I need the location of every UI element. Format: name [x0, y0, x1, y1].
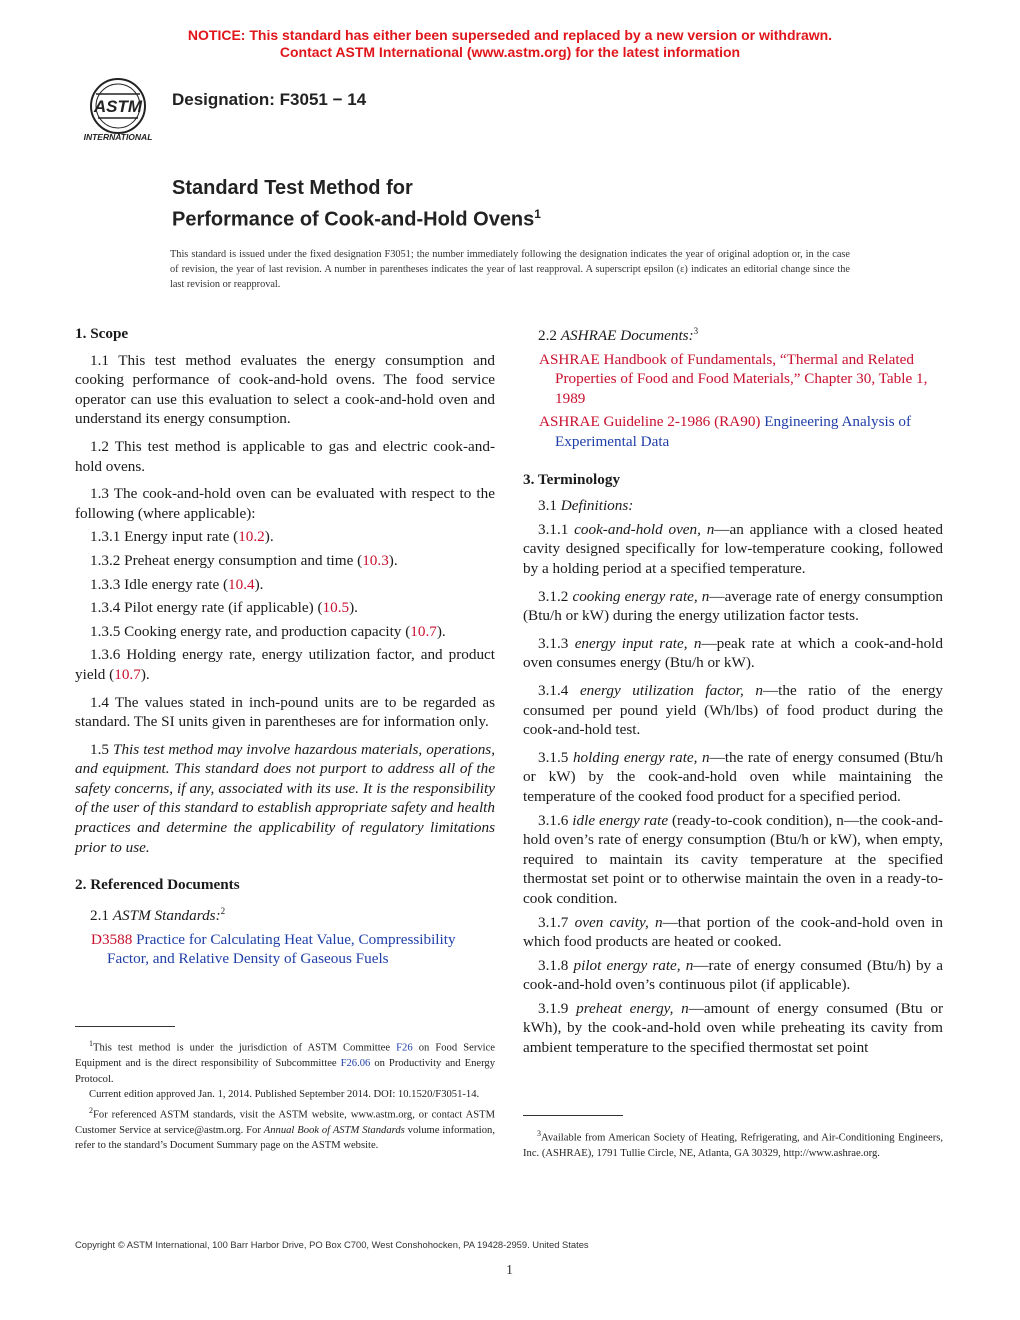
ashrae-handbook-link[interactable]: ASHRAE Handbook of Fundamentals, “Thermal and Related Properties of Food and Food Materials,” Chapter 30, Table 1, 1989 [539, 350, 928, 407]
page-number: 1 [506, 1263, 513, 1278]
footnote-2: $^2$For referenced ASTM standards, visit the ASTM website, www.astm.org, or contact ASTM Customer Service at service@astm.org. For Annual Book of ASTM Standards volume information, refer to the standard’s Document Summary page on the ASTM website. [75, 1105, 495, 1152]
section-link[interactable]: 10.2 [238, 528, 265, 546]
reference-d3588 [75, 930, 495, 969]
logo-subtitle: INTERNATIONAL [83, 132, 153, 142]
astm-standards-label: 2.1 ASTM Standards:$^2$ [90, 905, 226, 924]
notice-line-1: NOTICE: This standard has either been superseded and replaced by a new version or withdrawn. [187, 27, 833, 43]
footnotes-right [523, 1126, 943, 1162]
left-column [75, 318, 495, 973]
d3588-title-link[interactable]: Practice for Calculating Heat Value, Compressibility Factor, and Relative Density of Gaseous Fuels [107, 930, 456, 968]
page-title [172, 175, 541, 233]
scope-1-4: 1.4 The values stated in inch-pound units are to be regarded as standard. The SI units given in parentheses are for information only. [75, 693, 495, 731]
definition-item: 3.1.8 pilot energy rate, n—rate of energy consumed (Btu/h) by a cook-and-hold oven’s continuous pilot (if applicable). [523, 956, 943, 994]
f26-link[interactable]: F26 [396, 1042, 413, 1054]
list-item: 1.3.5 Cooking energy rate, and production capacity (10.7). [90, 622, 446, 640]
reference-ashrae-handbook [523, 350, 943, 409]
astm-logo [76, 76, 160, 144]
list-item: 1.3.4 Pilot energy rate (if applicable) (10.5). [90, 599, 358, 617]
section-link[interactable]: 10.7 [410, 622, 437, 640]
copyright-line: Copyright © ASTM International, 100 Barr Harbor Drive, PO Box C700, West Conshohocken, PA 19428-2959. United States [75, 1239, 589, 1250]
list-item: 1.3.6 Holding energy rate, energy utilization factor, and product yield (10.7). [75, 646, 495, 683]
section-link[interactable]: 10.7 [114, 665, 141, 683]
definition-item: 3.1.7 oven cavity, n—that portion of the cook-and-hold oven in which food products are heated or cooked. [523, 913, 943, 951]
ashrae-guideline-title-link[interactable]: Engineering Analysis of Experimental Data [555, 413, 912, 451]
right-column [523, 318, 943, 1062]
ashrae-documents-label: 2.2 ASHRAE Documents:$^3$ [538, 326, 699, 345]
section-link[interactable]: 10.3 [362, 551, 389, 569]
section-link[interactable]: 10.4 [228, 575, 255, 593]
definition-item: 3.1.2 cooking energy rate, n—average rate of energy consumption (Btu/h or kW) during the energy utilization factor tests. [523, 587, 943, 625]
definition-item: 3.1.3 energy input rate, n—peak rate at which a cook-and-hold oven consumes energy (Btu/h or kW). [523, 634, 943, 672]
list-item: 1.3.3 Idle energy rate (10.4). [90, 575, 264, 593]
f26-06-link[interactable]: F26.06 [340, 1058, 371, 1070]
footnotes-left [75, 1036, 495, 1154]
definition-item: 3.1.1 cook-and-hold oven, n—an appliance with a closed heated cavity designed specifically for low-temperature cooking, followed by a holding period at a specified temperature. [523, 520, 943, 577]
astm-logo-icon [76, 76, 160, 144]
definition-item: 3.1.4 energy utilization factor, n—the ratio of the energy consumed per pound yield (Wh/lbs) of food product during the cook-and-hold test. [523, 681, 944, 739]
title-line-2: Performance of Cook-and-Hold Ovens [172, 208, 535, 231]
definition-item: 3.1.9 preheat energy, n—amount of energy consumed (Btu or kWh), by the cook-and-hold oven while preheating its cavity from ambient temperature to the specified thermostat set point [523, 999, 943, 1057]
issuance-note: This standard is issued under the fixed designation F3051; the number immediately following the designation indicates the year of original adoption or, in the case of revision, the year of last revision. A number in parentheses indicates the year of last reapproval. A superscript epsilon (ε) indicates an editorial change since the last revision or reapproval. [170, 249, 850, 290]
definitions-label: 3.1 Definitions: [538, 497, 634, 515]
title-footnote-mark[interactable]: 1 [534, 207, 541, 221]
withdrawal-notice [0, 27, 1020, 61]
title-line-1: Standard Test Method for [172, 177, 413, 199]
list-item: 1.3.1 Energy input rate (10.2). [90, 528, 274, 546]
referenced-heading: 2. Referenced Documents [75, 876, 240, 894]
footnote-divider [523, 1115, 623, 1116]
definition-item: 3.1.5 holding energy rate, n—the rate of energy consumed (Btu/h or kW) by the cook-and-hold oven while maintaining the temperature of the cooked food product for a specified period. [523, 748, 943, 805]
scope-1-1: 1.1 This test method evaluates the energy consumption and cooking performance of cook-and-hold ovens. The food service operator can use this evaluation to select a cook-and-hold oven and understand its energy consumption. [75, 351, 495, 428]
d3588-link[interactable]: D3588 [91, 930, 133, 948]
designation: Designation: F3051 − 14 [172, 90, 367, 109]
scope-1-3: 1.3 The cook-and-hold oven can be evaluated with respect to the following (where applicable): [75, 485, 495, 522]
footnote-divider [75, 1026, 175, 1027]
definition-item: 3.1.6 idle energy rate (ready-to-cook condition), n—the cook-and-hold oven’s rate of energy consumption (Btu/h or kW), when empty, required to maintain its cavity temperature at the specified thermostat set point or to otherwise maintain the oven in a ready-to-cook condition. [523, 811, 944, 907]
footnote-1-edition: Current edition approved Jan. 1, 2014. Published September 2014. DOI: 10.1520/F3051-14. [89, 1089, 480, 1101]
notice-line-2: Contact ASTM International (www.astm.org) for the latest information [279, 44, 741, 60]
scope-1-5: 1.5 This test method may involve hazardous materials, operations, and equipment. This standard does not purport to address all of the safety concerns, if any, associated with its use. It is the responsibility of the user of this standard to establish appropriate safety and health practices and determine the applicability of regulatory limitations prior to use. [75, 740, 495, 856]
footnote-3: $^3$Available from American Society of Heating, Refrigerating, and Air-Conditioning Engineers, Inc. (ASHRAE), 1791 Tullie Circle, NE, Atlanta, GA 30329, http://www.ashrae.org. [523, 1129, 943, 1160]
reference-ashrae-guideline [523, 412, 943, 451]
scope-heading: 1. Scope [75, 325, 129, 342]
terminology-heading: 3. Terminology [523, 470, 621, 488]
section-link[interactable]: 10.5 [322, 599, 350, 617]
scope-1-2: 1.2 This test method is applicable to gas and electric cook-and-hold ovens. [75, 437, 495, 475]
list-item: 1.3.2 Preheat energy consumption and time (10.3). [90, 551, 398, 569]
footnote-1: $^1$This test method is under the jurisdiction of ASTM Committee F26 on Food Service Equipment and is the direct responsibility of Subcommittee F26.06 on Productivity and Energy Protocol. [75, 1039, 496, 1085]
ashrae-guideline-link[interactable]: ASHRAE Guideline 2-1986 (RA90) [539, 413, 761, 431]
logo-letters: ASTM [93, 97, 143, 116]
